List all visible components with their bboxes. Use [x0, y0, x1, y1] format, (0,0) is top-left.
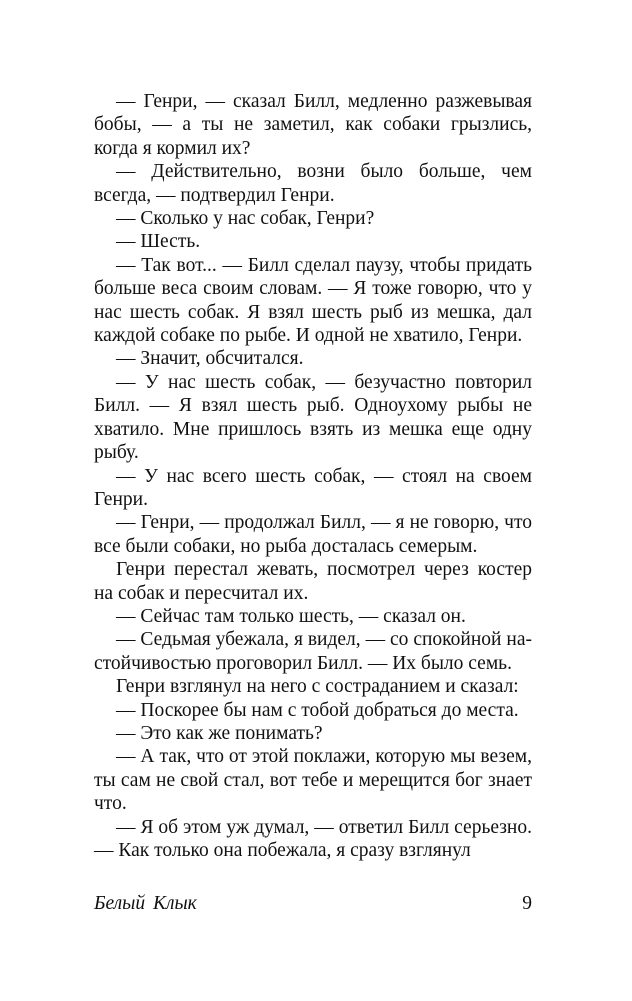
paragraph-17: — Я об этом уж думал, — ответил Билл серьезно. — Как только она побежала, я сразу взглянул	[94, 816, 532, 861]
paragraph-4: — Шесть.	[116, 231, 201, 253]
paragraph-8: — У нас всего шесть собак, — стоял на своем Генри.	[94, 465, 532, 510]
page-number: 9	[522, 893, 532, 914]
paragraph-3: — Сколько у нас собак, Генри?	[116, 208, 375, 230]
page-footer	[94, 893, 532, 917]
running-title: Белый Клык	[94, 893, 197, 914]
paragraph-5: — Так вот... — Билл сделал паузу, чтобы придать больше веса своим словам. — Я тоже говорю, что у нас шесть собак. Я взял шесть рыб из мешка, дал каждой собаке по рыбе. И одной не хватило, Генри.	[94, 254, 532, 347]
paragraph-14: — Поскорее бы нам с тобой добраться до места.	[116, 699, 519, 721]
paragraph-13: Генри взглянул на него с состраданием и сказал:	[116, 676, 519, 698]
paragraph-15: — Это как же понимать?	[116, 722, 323, 744]
paragraph-2: — Действительно, возни было больше, чем всегда, — подтвердил Генри.	[94, 161, 532, 206]
paragraph-12: — Седьмая убежала, я видел, — со спокойной настойчивостью проговорил Билл. — Их было семь.	[94, 629, 532, 674]
paragraph-7: — У нас шесть собак, — безучастно повторил Билл. — Я взял шесть рыб. Одноухому рыбы не хватило. Мне пришлось взять из мешка еще одну рыбу.	[94, 371, 532, 464]
body-text	[94, 90, 532, 862]
paragraph-6: — Значит, обсчитался.	[116, 348, 304, 370]
paragraph-16: — А так, что от этой поклажи, которую мы везем, ты сам не свой стал, вот тебе и мерещится бог знает что.	[94, 746, 532, 815]
paragraph-10: Генри перестал жевать, посмотрел через костер на собак и пересчитал их.	[94, 559, 532, 604]
paragraph-11: — Сейчас там только шесть, — сказал он.	[116, 605, 466, 627]
paragraph-1: — Генри, — сказал Билл, медленно разжевывая бобы, — а ты не заметил, как собаки грызлись, когда я кормил их?	[94, 91, 532, 159]
paragraph-9: — Генри, — продолжал Билл, — я не говорю, что все были собаки, но рыба досталась семерым.	[94, 512, 532, 557]
